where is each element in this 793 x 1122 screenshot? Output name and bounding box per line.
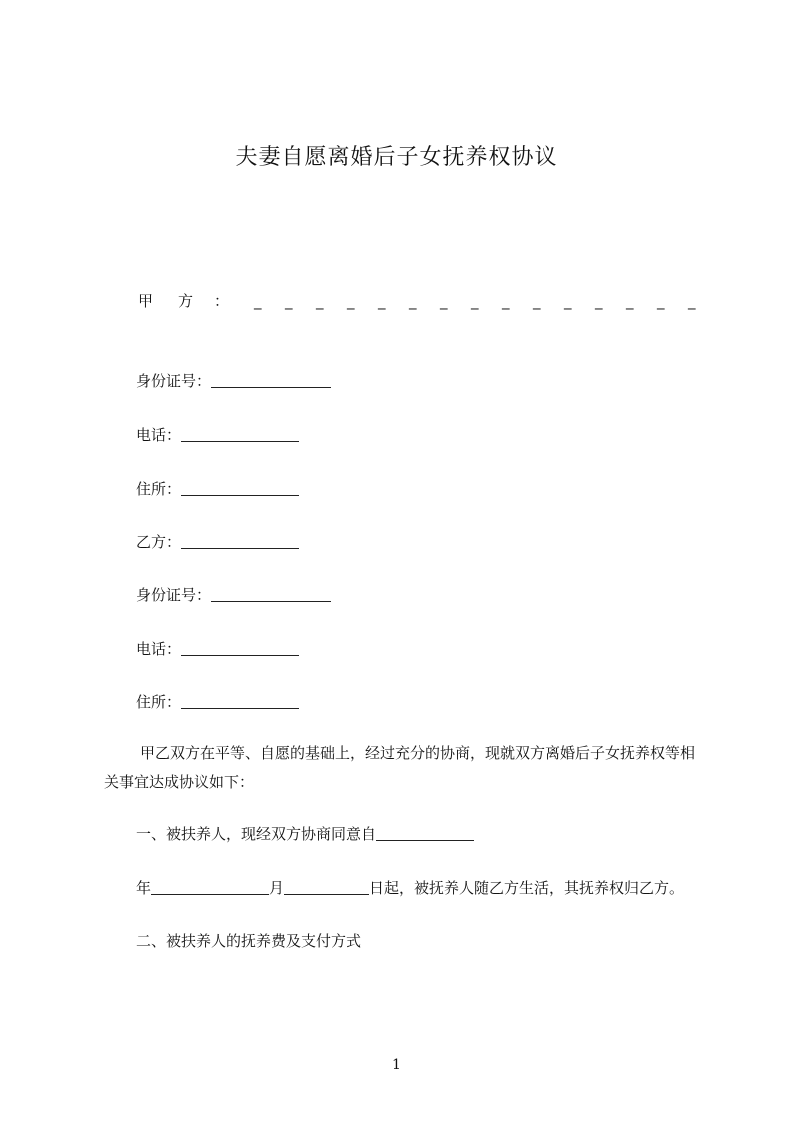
party-b-phone-label: 电话： — [136, 640, 182, 658]
intro-paragraph — [104, 739, 704, 797]
party-a-name-dash: _ — [254, 292, 262, 310]
party-b-line — [136, 531, 299, 553]
clause-one-date-line — [136, 877, 684, 899]
party-a-address-blank[interactable] — [181, 479, 299, 496]
party-b-label: 乙方： — [136, 533, 182, 551]
party-a-label — [138, 290, 250, 312]
clause-one-year-label: 年 — [136, 879, 152, 897]
party-a-address-label: 住所： — [136, 480, 182, 498]
party-a-label-first: 甲 — [138, 292, 154, 310]
party-b-name-blank[interactable] — [181, 532, 299, 549]
party-a-phone-label: 电话： — [136, 426, 182, 444]
party-a-name-dash: _ — [626, 292, 634, 310]
clause-one-rest: 日起，被抚养人随乙方生活，其抚养权归乙方。 — [369, 879, 685, 897]
party-a-name-blank[interactable] — [254, 290, 719, 312]
clause-one-month-label: 月 — [269, 879, 285, 897]
party-a-id-line — [136, 370, 331, 392]
party-a-id-label: 身份证号： — [136, 372, 212, 390]
party-a-phone-blank[interactable] — [181, 425, 299, 442]
party-a-name-dash: _ — [502, 292, 510, 310]
party-a-id-blank[interactable] — [211, 371, 331, 388]
clause-one-line — [136, 823, 474, 845]
party-b-address-label: 住所： — [136, 693, 182, 711]
party-b-id-blank[interactable] — [211, 585, 331, 602]
party-a-colon: ： — [214, 292, 230, 310]
party-a-name-dash: _ — [688, 292, 696, 310]
party-a-phone-line — [136, 424, 299, 446]
party-a-name-dash: _ — [409, 292, 417, 310]
party-b-phone-line — [136, 638, 299, 660]
party-a-name-dash: _ — [316, 292, 324, 310]
party-a-name-dash: _ — [378, 292, 386, 310]
clause-one-year-blank[interactable] — [151, 878, 269, 895]
party-a-address-line — [136, 478, 299, 500]
party-a-name-dash: _ — [564, 292, 572, 310]
intro-paragraph-text: 甲乙双方在平等、自愿的基础上，经过充分的协商，现就双方离婚后子女抚养权等相关事宜达成协议如下： — [104, 744, 696, 791]
clause-one-month-blank[interactable] — [284, 878, 369, 895]
party-a-name-dash: _ — [471, 292, 479, 310]
party-b-phone-blank[interactable] — [181, 639, 299, 656]
clause-two-text: 二、被扶养人的抚养费及支付方式 — [136, 932, 362, 950]
party-b-address-blank[interactable] — [181, 692, 299, 709]
party-a-name-dash: _ — [440, 292, 448, 310]
party-b-id-line — [136, 584, 331, 606]
document-title: 夫妻自愿离婚后子女抚养权协议 — [235, 145, 558, 170]
party-a-label-second: 方 — [178, 292, 194, 310]
clause-two-line — [136, 930, 361, 952]
party-b-id-label: 身份证号： — [136, 586, 212, 604]
party-a-name-dash: _ — [347, 292, 355, 310]
party-a-name-dash: _ — [595, 292, 603, 310]
clause-one-start-blank[interactable] — [376, 824, 474, 841]
party-b-address-line — [136, 691, 299, 713]
party-a-name-dash: _ — [285, 292, 293, 310]
party-a-name-dash: _ — [657, 292, 665, 310]
clause-one-text: 一、被扶养人，现经双方协商同意自 — [136, 825, 377, 843]
party-a-name-dash: _ — [533, 292, 541, 310]
page-number: 1 — [392, 1057, 401, 1073]
